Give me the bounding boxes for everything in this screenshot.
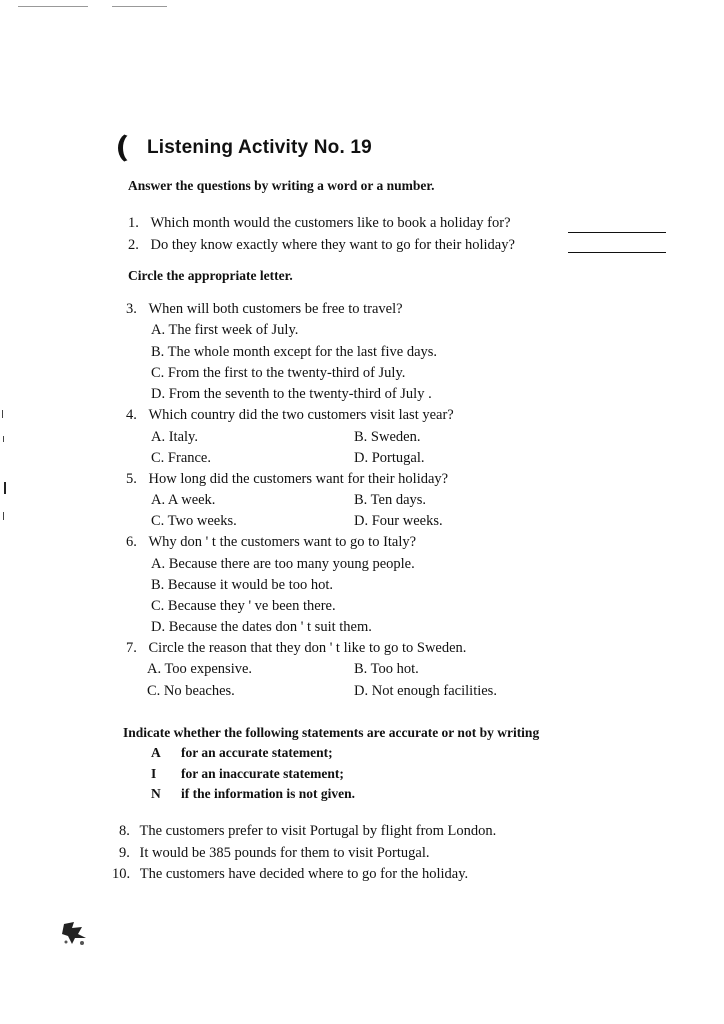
option-4c[interactable]: C. France. — [151, 450, 211, 466]
question-number: 5. — [126, 471, 137, 487]
page-title: Listening Activity No. 19 — [147, 137, 372, 158]
option-6d[interactable]: D. Because the dates don ' t suit them. — [151, 619, 372, 635]
instruction-part1: Answer the questions by writing a word or a number. — [128, 178, 435, 193]
option-3c[interactable]: C. From the first to the twenty-third of July. — [151, 365, 406, 381]
question-text: Which country did the two customers visit last year? — [148, 407, 454, 423]
question-text: How long did the customers want for their holiday? — [148, 471, 449, 487]
instruction-part3: Indicate whether the following statements are accurate or not by writing — [123, 725, 540, 740]
question-text: When will both customers be free to travel? — [148, 301, 403, 317]
question-10 — [112, 866, 468, 883]
question-text: Which month would the customers like to book a holiday for? — [150, 215, 511, 231]
question-number: 8. — [119, 823, 130, 839]
option-6b[interactable]: B. Because it would be too hot. — [151, 577, 334, 593]
code-letter: N — [151, 786, 161, 801]
option-3d[interactable]: D. From the seventh to the twenty-third of July . — [151, 386, 432, 402]
option-5c[interactable]: C. Two weeks. — [151, 513, 237, 529]
question-number: 9. — [119, 845, 130, 861]
code-letter: A — [151, 745, 161, 760]
option-7d[interactable]: D. Not enough facilities. — [354, 683, 497, 699]
question-9 — [119, 845, 429, 862]
question-text: Do they know exactly where they want to go for their holiday? — [150, 237, 515, 253]
option-4b[interactable]: B. Sweden. — [354, 429, 421, 445]
option-5b[interactable]: B. Ten days. — [354, 492, 427, 508]
page-corner-mark-icon — [60, 918, 90, 948]
code-letter: I — [151, 766, 157, 781]
question-8 — [119, 823, 496, 840]
answer-blank-2[interactable] — [568, 252, 666, 253]
code-text: for an accurate statement; — [181, 745, 333, 760]
scan-artifact — [112, 6, 167, 7]
question-3 — [126, 301, 403, 318]
question-number: 6. — [126, 534, 137, 550]
question-7 — [126, 640, 466, 657]
option-3a[interactable]: A. The first week of July. — [151, 322, 299, 338]
crescent-icon — [118, 132, 145, 164]
question-1 — [128, 215, 511, 232]
option-4a[interactable]: A. Italy. — [151, 429, 198, 445]
question-text: Circle the reason that they don ' t like to go to Sweden. — [148, 640, 467, 656]
question-5 — [126, 471, 448, 488]
question-number: 2. — [128, 237, 139, 253]
question-text: It would be 385 pounds for them to visit Portugal. — [139, 845, 430, 861]
option-7c[interactable]: C. No beaches. — [147, 683, 235, 699]
question-text: The customers have decided where to go for the holiday. — [139, 866, 469, 882]
question-2 — [128, 237, 515, 254]
option-7a[interactable]: A. Too expensive. — [147, 661, 253, 677]
question-text: The customers prefer to visit Portugal by flight from London. — [139, 823, 497, 839]
option-5a[interactable]: A. A week. — [151, 492, 216, 508]
question-4 — [126, 407, 454, 424]
question-6 — [126, 534, 416, 551]
option-4d[interactable]: D. Portugal. — [354, 450, 425, 466]
option-3b[interactable]: B. The whole month except for the last five days. — [151, 344, 438, 360]
question-number: 10. — [112, 866, 131, 882]
option-6c[interactable]: C. Because they ' ve been there. — [151, 598, 336, 614]
scan-artifact — [18, 6, 88, 7]
question-number: 4. — [126, 407, 137, 423]
option-5d[interactable]: D. Four weeks. — [354, 513, 443, 529]
option-7b[interactable]: B. Too hot. — [354, 661, 419, 677]
instruction-part2: Circle the appropriate letter. — [128, 268, 293, 283]
question-text: Why don ' t the customers want to go to Italy? — [148, 534, 417, 550]
question-number: 7. — [126, 640, 137, 656]
code-text: for an inaccurate statement; — [181, 766, 344, 781]
code-text: if the information is not given. — [181, 786, 355, 801]
question-number: 3. — [126, 301, 137, 317]
answer-blank-1[interactable] — [568, 232, 666, 233]
scan-specks — [0, 400, 8, 540]
option-6a[interactable]: A. Because there are too many young people. — [151, 556, 415, 572]
title-block — [118, 132, 372, 164]
question-number: 1. — [128, 215, 139, 231]
